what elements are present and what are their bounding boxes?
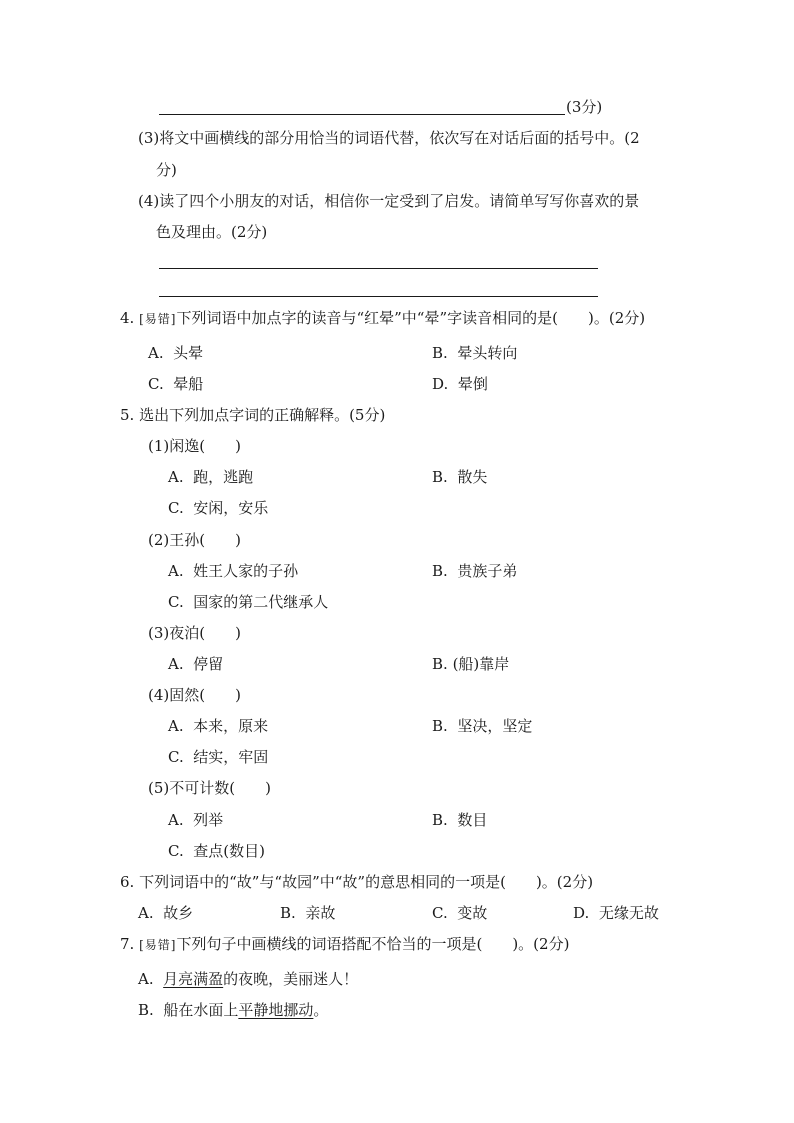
option-b[interactable]: B. 亲故	[280, 904, 336, 922]
question-6-stem: 6. 下列词语中的“故”与“故园”中“故”的意思相同的一项是( )。(2分)	[120, 873, 594, 891]
option-a[interactable]: A. 跑，逃跑	[168, 468, 254, 486]
option-c[interactable]: C. 安闲，安乐	[168, 499, 269, 517]
sub-question-title: (4)固然( )	[148, 686, 241, 704]
question-3-3-line2: 分)	[156, 161, 177, 179]
question-3-4-line2: 色及理由。(2分)	[156, 223, 268, 241]
option-a[interactable]: A. 姓王人家的子孙	[168, 562, 299, 580]
sub-question-title: (1)闲逸( )	[148, 437, 241, 455]
question-number: 4.	[120, 309, 135, 327]
option-c[interactable]: C. 查点(数目)	[168, 842, 265, 860]
option-d[interactable]: D. 晕倒	[432, 375, 488, 393]
option-c[interactable]: C. 国家的第二代继承人	[168, 593, 329, 611]
sub-question-title: (2)王孙( )	[148, 531, 241, 549]
option-c[interactable]: C. 结实，牢固	[168, 748, 269, 766]
sub-question-title: (3)夜泊( )	[148, 624, 241, 642]
option-b[interactable]: B. 数目	[432, 811, 488, 829]
option-c[interactable]: C. 晕船	[148, 375, 204, 393]
option-b[interactable]: B. 贵族子弟	[432, 562, 518, 580]
option-b[interactable]: B. 船在水面上平静地挪动。	[138, 1001, 329, 1019]
score-label: (3分)	[566, 98, 603, 116]
sub-question-title: (5)不可计数( )	[148, 779, 271, 797]
option-b[interactable]: B. 散失	[432, 468, 488, 486]
answer-line[interactable]	[159, 268, 598, 269]
answer-line[interactable]	[159, 296, 598, 297]
error-prone-tag: [易错]	[139, 312, 177, 326]
question-3-3-line1: (3)将文中画横线的部分用恰当的词语代替，依次写在对话后面的括号中。(2	[138, 129, 640, 147]
option-a[interactable]: A. 列举	[168, 811, 224, 829]
question-3-4-line1: (4)读了四个小朋友的对话，相信你一定受到了启发。请简单写写你喜欢的景	[138, 192, 640, 210]
question-number: 7.	[120, 935, 135, 953]
error-prone-tag: [易错]	[139, 938, 177, 952]
option-c[interactable]: C. 变故	[432, 904, 488, 922]
question-text: 下列词语中加点字的读音与“红晕”中“晕”字读音相同的是( )。(2分)	[176, 309, 646, 327]
question-text: 下列句子中画横线的词语搭配不恰当的一项是( )。(2分)	[176, 935, 570, 953]
question-5-stem: 5. 选出下列加点字词的正确解释。(5分)	[120, 406, 386, 424]
option-b[interactable]: B. (船)靠岸	[432, 655, 510, 673]
option-b[interactable]: B. 坚决，坚定	[432, 717, 533, 735]
option-a[interactable]: A. 故乡	[138, 904, 194, 922]
option-a[interactable]: A. 本来，原来	[168, 717, 269, 735]
option-a[interactable]: A. 月亮满盈的夜晚，美丽迷人！	[138, 970, 359, 988]
option-a[interactable]: A. 头晕	[148, 344, 204, 362]
underlined-phrase: 平静地挪动	[238, 1001, 314, 1019]
answer-line[interactable]	[159, 114, 565, 115]
question-4-stem	[120, 308, 645, 329]
option-b[interactable]: B. 晕头转向	[432, 344, 518, 362]
option-d[interactable]: D. 无缘无故	[573, 904, 659, 922]
option-a[interactable]: A. 停留	[168, 655, 224, 673]
underlined-phrase: 月亮满盈	[163, 970, 224, 988]
question-7-stem	[120, 934, 569, 955]
